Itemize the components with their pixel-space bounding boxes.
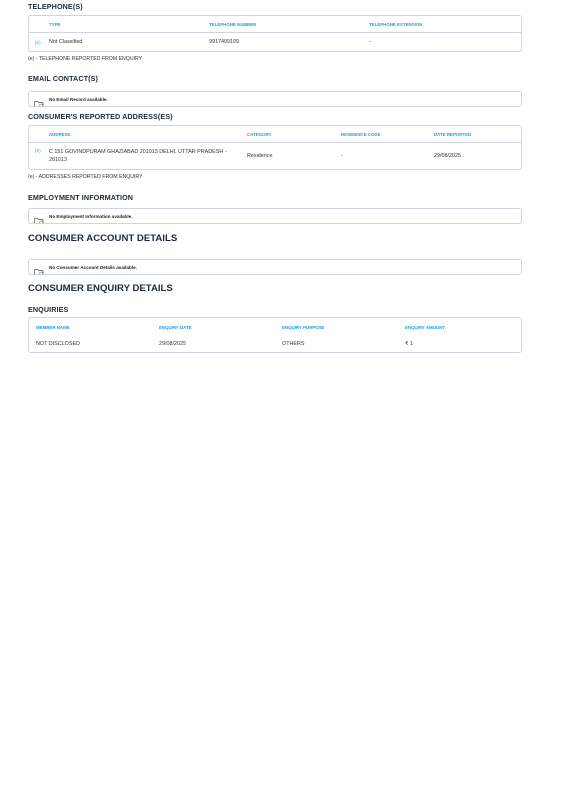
addresses-title: CONSUMER'S REPORTED ADDRESS(ES)	[28, 112, 173, 121]
addresses-table-header	[29, 126, 521, 143]
enquiry-amount: ₹ 1	[405, 340, 413, 347]
enquiry-member-name: NOT DISCLOSED	[36, 340, 80, 347]
accounts-title: CONSUMER ACCOUNT DETAILS	[28, 233, 178, 244]
addresses-note: (e) - ADDRESSES REPORTED FROM ENQUIRY	[28, 174, 143, 180]
no-record-icon	[34, 95, 44, 103]
enquiry-details-title: CONSUMER ENQUIRY DETAILS	[28, 283, 173, 294]
enquiry-date: 29/08/2025	[159, 340, 186, 347]
telephones-table	[28, 15, 522, 52]
employment-title: EMPLOYMENT INFORMATION	[28, 193, 134, 202]
col-residence-code: RESIDENCE CODE	[341, 131, 381, 137]
telephones-table-header	[29, 16, 521, 33]
table-row	[29, 33, 521, 52]
email-title: EMAIL CONTACT(S)	[28, 74, 99, 83]
employment-empty-box	[28, 208, 522, 224]
no-record-icon	[34, 212, 44, 220]
address-text: C 151 GOVINDPURAM GHAZIABAD 201013 DELHI, UTTAR PRADESH - 201013	[49, 148, 227, 163]
table-row	[29, 336, 521, 353]
enquiries-title: ENQUIRIES	[28, 305, 69, 314]
col-date-reported: DATE REPORTED	[434, 131, 472, 137]
address-residence-code: -	[341, 152, 343, 159]
col-telephone-number: TELEPHONE NUMBER	[209, 21, 257, 27]
addresses-table	[28, 125, 522, 170]
enquiry-purpose: OTHERS	[282, 340, 305, 347]
col-member-name: MEMBER NAME	[36, 324, 70, 330]
col-enquiry-date: ENQUIRY DATE	[159, 324, 192, 330]
col-category: CATEGORY	[247, 131, 272, 137]
enquiries-table	[28, 317, 522, 353]
telephone-number: 9917409109	[209, 38, 239, 45]
enquiry-marker: (e)	[35, 148, 41, 153]
col-telephone-extension: TELEPHONE EXTENSION	[369, 21, 423, 27]
telephones-title: TELEPHONE(S)	[28, 2, 83, 11]
enquiry-marker: (e)	[35, 40, 41, 45]
email-empty-box	[28, 91, 522, 107]
email-empty-message: No Email Record available.	[49, 96, 108, 102]
telephones-note: (e) - TELEPHONE REPORTED FROM ENQUIRY	[28, 56, 143, 62]
col-type: TYPE	[49, 21, 61, 27]
telephone-extension: -	[369, 38, 371, 45]
telephone-type: Not Classified	[49, 38, 83, 45]
employment-empty-message: No Employment Information available.	[49, 213, 133, 219]
table-row	[29, 143, 521, 170]
address-category: Residence	[247, 152, 273, 159]
col-enquiry-amount: ENQUIRY AMOUNT	[405, 324, 446, 330]
accounts-empty-box	[28, 259, 522, 275]
col-address: ADDRESS	[49, 131, 71, 137]
address-date-reported: 29/08/2025	[434, 152, 461, 159]
enquiries-table-header	[29, 318, 521, 336]
no-record-icon	[34, 263, 44, 271]
col-enquiry-purpose: ENQUIRY PURPOSE	[282, 324, 325, 330]
accounts-empty-message: No Consumer Account Details available.	[49, 264, 137, 270]
